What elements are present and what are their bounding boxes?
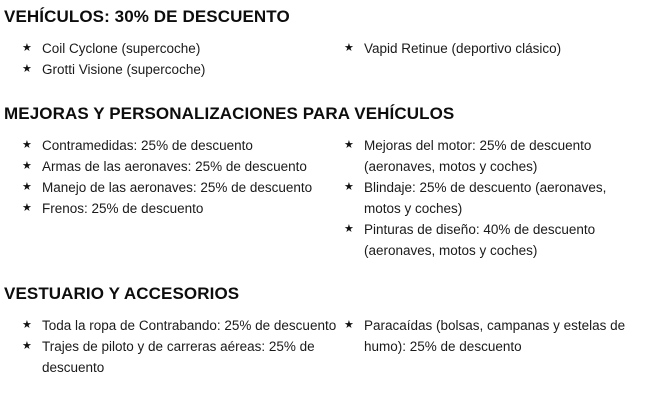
list-item xyxy=(22,59,337,80)
star-icon: ★ xyxy=(22,63,32,75)
list-right xyxy=(344,38,644,59)
item-text: Paracaídas (bolsas, campanas y estelas de humo): 25% de descuento xyxy=(364,318,626,354)
item-text: Manejo de las aeronaves: 25% de descuento xyxy=(42,180,313,195)
list-item xyxy=(344,219,644,261)
item-text: Frenos: 25% de descuento xyxy=(42,201,204,216)
list-item xyxy=(344,38,644,59)
section-title: VEHÍCULOS: 30% DE DESCUENTO xyxy=(4,7,290,26)
item-text: Blindaje: 25% de descuento (aeronaves, motos y coches) xyxy=(364,180,607,216)
list-item xyxy=(344,315,644,357)
list-item xyxy=(22,336,337,378)
item-text: Pinturas de diseño: 40% de descuento (aeronaves, motos y coches) xyxy=(364,222,596,258)
star-icon: ★ xyxy=(344,181,354,193)
section-title: MEJORAS Y PERSONALIZACIONES PARA VEHÍCULOS xyxy=(4,104,455,123)
list-left xyxy=(22,135,337,219)
list-item xyxy=(22,156,337,177)
list-item xyxy=(22,135,337,156)
list-left xyxy=(22,38,337,80)
star-icon: ★ xyxy=(22,319,32,331)
list-right xyxy=(344,135,644,261)
list-item xyxy=(344,177,644,219)
item-text: Trajes de piloto y de carreras aéreas: 25% de descuento xyxy=(42,339,315,375)
item-text: Toda la ropa de Contrabando: 25% de descuento xyxy=(42,318,337,333)
list-item xyxy=(344,135,644,177)
item-text: Vapid Retinue (deportivo clásico) xyxy=(364,41,562,56)
section-title: VESTUARIO Y ACCESORIOS xyxy=(4,284,240,303)
star-icon: ★ xyxy=(22,42,32,54)
star-icon: ★ xyxy=(344,139,354,151)
list-item xyxy=(22,38,337,59)
star-icon: ★ xyxy=(22,160,32,172)
list-left xyxy=(22,315,337,378)
item-text: Armas de las aeronaves: 25% de descuento xyxy=(42,159,307,174)
list-right xyxy=(344,315,644,357)
star-icon: ★ xyxy=(22,139,32,151)
list-item xyxy=(22,177,337,198)
star-icon: ★ xyxy=(22,202,32,214)
star-icon: ★ xyxy=(344,319,354,331)
star-icon: ★ xyxy=(22,340,32,352)
star-icon: ★ xyxy=(344,223,354,235)
item-text: Mejoras del motor: 25% de descuento (aeronaves, motos y coches) xyxy=(364,138,592,174)
star-icon: ★ xyxy=(344,42,354,54)
list-item xyxy=(22,198,337,219)
item-text: Grotti Visione (supercoche) xyxy=(42,62,206,77)
star-icon: ★ xyxy=(22,181,32,193)
list-item xyxy=(22,315,337,336)
item-text: Contramedidas: 25% de descuento xyxy=(42,138,253,153)
item-text: Coil Cyclone (supercoche) xyxy=(42,41,201,56)
